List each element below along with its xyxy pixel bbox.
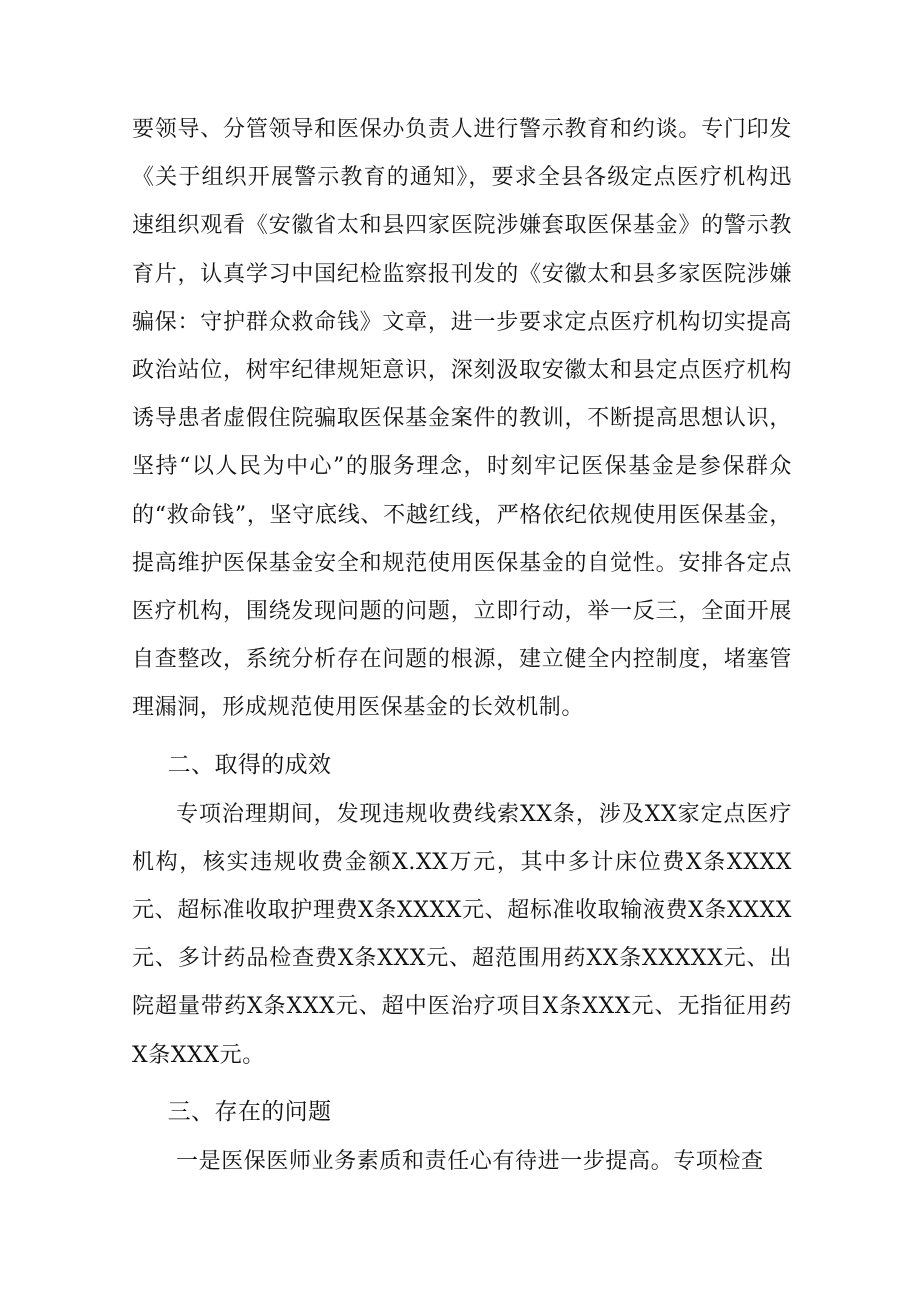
- paragraph-problems: 一是医保医师业务素质和责任心有待进一步提高。专项检查: [176, 1148, 764, 1174]
- section-heading-achievements: 二、取得的成效: [167, 751, 332, 778]
- paragraph-warning-education: 要领导、分管领导和医保办负责人进行警示教育和约谈。专门印发《关于组织开展警示教育的通知》，要求全县各级定点医疗机构迅速组织观看《安徽省太和县四家医院涉嫌套取医保基金》的警示教育片，认真学习中国纪检监察报刊发的《安徽太和县多家医院涉嫌骗保：守护群众救命钱》文章，进一步要求定点医疗机构切实提高政治站位，树牢纪律规矩意识，深刻汲取安徽太和县定点医疗机构诱导患者虚假住院骗取医保基金案件的教训，不断提高思想认识，坚持“以人民为中心”的服务理念，时刻牢记医保基金是参保群众的“救命钱”，坚守底线、不越红线，严格依纪依规使用医保基金，提高维护医保基金安全和规范使用医保基金的自觉性。安排各定点医疗机构，围绕发现问题的问题，立即行动，举一反三，全面开展自查整改，系统分析存在问题的根源，建立健全内控制度，堵塞管理漏洞，形成规范使用医保基金的长效机制。: [132, 117, 792, 721]
- document-body: [132, 106, 792, 1186]
- section-heading-problems: 三、存在的问题: [167, 1098, 332, 1125]
- paragraph-achievements: 专项治理期间，发现违规收费线索XX条，涉及XX家定点医疗机构，核实违规收费金额X.XX万元，其中多计床位费X条XXXX元、超标准收取护理费X条XXXX元、超标准收取输液费X条XXXX元、多计药品检查费X条XXX元、超范围用药XX条XXXXX元、出院超量带药X条XXX元、超中医治疗项目X条XXX元、无指征用药X条XXX元。: [132, 801, 792, 1068]
